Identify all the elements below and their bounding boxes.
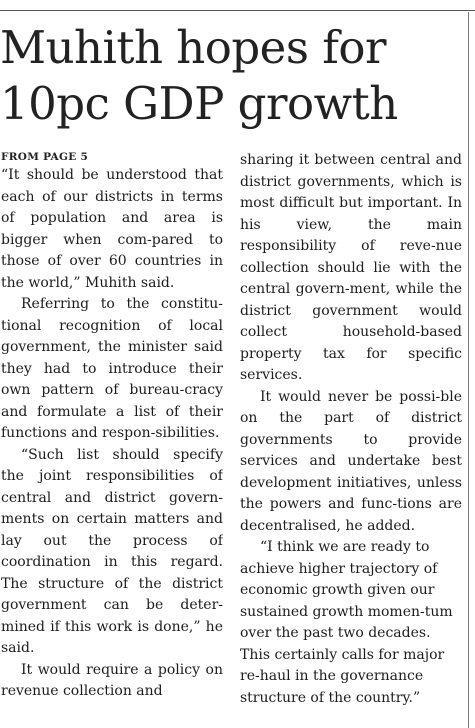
paragraph: “It should be understood that each of our districts in terms of population and area is bigger when com-pared to those of over 60 countries in the world,” Muhith said. (1, 167, 223, 291)
paragraph: sharing it between central and district governments, which is most difficult but important. In his view, the main responsibility of reve-nue collection should lie with the central govern-ment, while the district government would collect household-based property tax for specific services. (240, 152, 462, 383)
paragraph: “I think we are ready to achieve higher trajectory of economic growth given our sustained growth momen-tum over the past two decades. This certainly calls for major re-haul in the governance structure of the country.” (240, 539, 453, 706)
article-column-left (1, 150, 223, 728)
paragraph: Referring to the constitu-tional recognition of local government, the minister said they had to introduce their own pattern of bureau-cracy and formulate a list of their functions and respon-sibilities. (1, 296, 223, 441)
jump-label: FROM PAGE 5 (1, 151, 89, 163)
paragraph: It would never be possi-ble on the part of district governments to provide services and undertake best development initiatives, unless the powers and func-tions are decentralised, he added. (240, 388, 462, 534)
top-divider (0, 10, 475, 11)
paragraph: It would require a policy on revenue collection and (1, 661, 223, 699)
article-column-right (240, 150, 462, 728)
headline: Muhith hopes for 10pc GDP growth (0, 21, 398, 130)
paragraph: “Such list should specify the joint responsibilities of central and district govern-ments on certain matters and lay out the process of coordination in this regard. The structure of the district government can be deter-mined if this work is done,” he said. (1, 446, 223, 656)
